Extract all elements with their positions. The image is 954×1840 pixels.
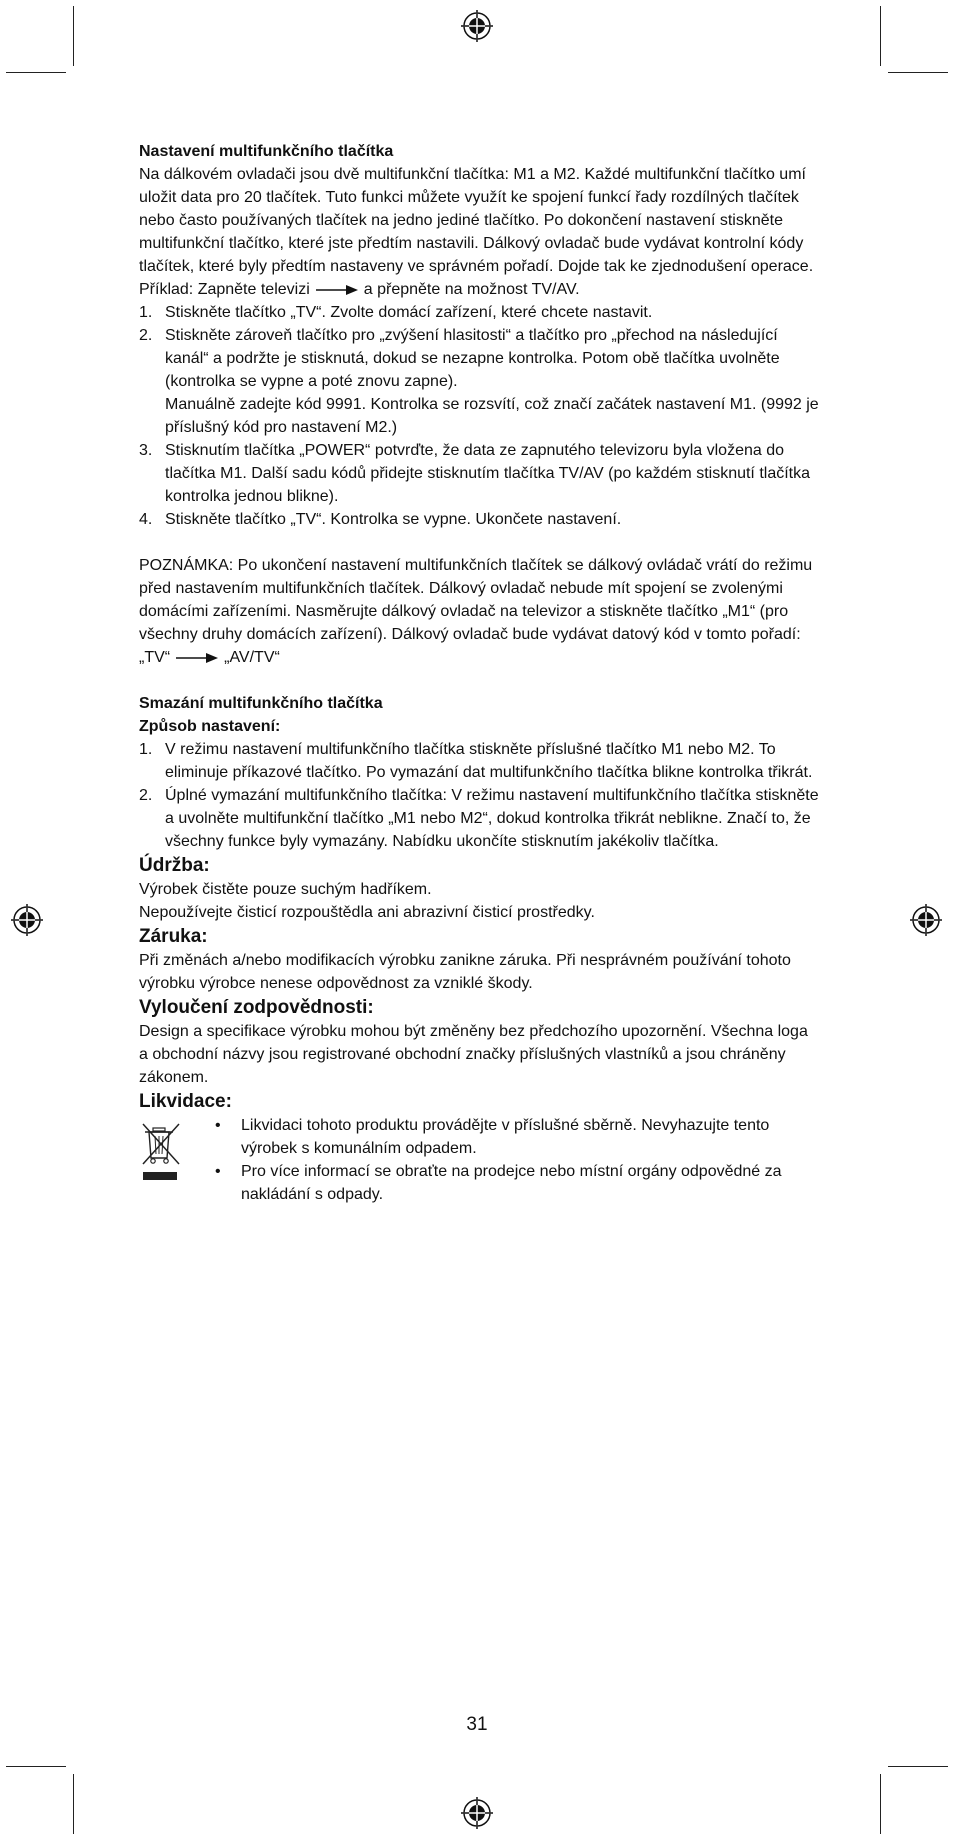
registration-mark-icon [461,1797,493,1829]
list-item-text: Likvidaci tohoto produktu provádějte v příslušné sběrně. Nevyhazujte tento výrobek s komunálním odpadem. [241,1117,770,1157]
sequence-from: „TV“ [139,649,171,666]
step-extra: Manuálně zadejte kód 9991. Kontrolka se rozsvítí, což značí začátek nastavení M1. (9992 je příslušný kód pro nastavení M2.) [165,396,819,436]
heading-disposal: Likvidace: [139,1091,232,1112]
step-number: 1. [139,304,153,321]
step-text: Úplné vymazání multifunkčního tlačítka: V režimu nastavení multifunkčního tlačítka stiskněte a uvolněte multifunkční tlačítko „M1 nebo M2“, dokud kontrolka třikrát neblikne. Značí to, že všechny funkce byly vymazány. Nabídku ukončíte stisknutím jakékoliv tlačítka. [165,787,819,850]
paragraph-line: Výrobek čistěte pouze suchým hadříkem. [139,881,432,898]
bullet: • [215,1163,221,1180]
list-item [139,738,819,784]
section-subtitle: Způsob nastavení: [139,718,281,735]
crop-mark [6,72,66,73]
step-text: Stisknutím tlačítka „POWER“ potvrďte, že data ze zapnutého televizoru byla vložena do tlačítka M1. Další sadu kódů přidejte stisknutím tlačítka TV/AV (po každém stisknutí tlačítka kontrolka jednou blikne). [165,442,811,505]
registration-mark-icon [461,10,493,42]
list-item [139,439,819,508]
crop-mark [880,6,881,66]
list-item [139,324,819,439]
page-number: 31 [466,1714,488,1735]
crop-mark [880,1774,881,1834]
example-text: Příklad: Zapněte televizi [139,281,310,298]
step-text: Stiskněte zároveň tlačítko pro „zvýšení hlasitosti“ a tlačítko pro „přechod na následující kanál“ a podržte je stisknutá, dokud se nezapne kontrolka. Potom obě tlačítka uvolněte (kontrolka se vypne a poté znovu zapne). [165,327,780,390]
note-paragraph: POZNÁMKA: Po ukončení nastavení multifunkčních tlačítek se dálkový ovládač vrátí do režimu před nastavením multifunkčních tlačítek. Dálkový ovladač nebude mít spojení se zvolenými domácími zařízeními. Nasměrujte dálkový ovladač na televizor a stiskněte tlačítko „M1“ (pro všechny druhy domácích zařízení). Dálkový ovladač bude vydávat datový kód v tomto pořadí: [139,557,813,643]
disposal-list [215,1114,819,1206]
paragraph: Na dálkovém ovladači jsou dvě multifunkční tlačítka: M1 a M2. Každé multifunkční tlačítko umí uložit data pro 20 tlačítek. Tuto funkci můžete využít ke spojení funkcí řady rozdílných tlačítek nebo často používaných tlačítek na jedno jediné tlačítko. Po dokončení nastavení stiskněte multifunkční tlačítko, které jste předtím nastavili. Dálkový ovladač bude vydávat kontrolní kódy tlačítek, které byly předtím nastaveny ve správném pořadí. Dojde tak ke zjednodušení operace. [139,166,814,275]
bullet: • [215,1117,221,1134]
step-number: 1. [139,741,153,758]
step-text: Stiskněte tlačítko „TV“. Kontrolka se vypne. Ukončete nastavení. [165,511,622,528]
list-item [139,784,819,853]
step-number: 2. [139,327,153,344]
crop-mark [73,6,74,66]
crop-mark [6,1766,66,1767]
crossed-bin-icon [139,1120,183,1182]
list-item [139,508,819,531]
step-number: 2. [139,787,153,804]
section-title: Smazání multifunkčního tlačítka [139,695,383,712]
heading-warranty: Záruka: [139,926,208,947]
sequence-to: „AV/TV“ [224,649,280,666]
step-text: Stiskněte tlačítko „TV“. Zvolte domácí zařízení, které chcete nastavit. [165,304,653,321]
page-content [139,140,819,1206]
disposal-block [139,1114,819,1206]
list-item-text: Pro více informací se obraťte na prodejce nebo místní orgány odpovědné za nakládání s odpady. [241,1163,782,1203]
example-line [139,278,819,301]
paragraph-line: Nepoužívejte čisticí rozpouštědla ani abrazivní čisticí prostředky. [139,904,595,921]
example-text: a přepněte na možnost TV/AV. [363,281,580,298]
heading-maintenance: Údržba: [139,855,210,876]
arrow-right-icon [316,285,358,295]
crop-mark [888,1766,948,1767]
heading-disclaimer: Vyloučení zodpovědnosti: [139,997,374,1018]
paragraph: Design a specifikace výrobku mohou být změněny bez předchozího upozornění. Všechna loga a obchodní názvy jsou registrované obchodní značky příslušných vlastníků a jsou chráněny zákonem. [139,1023,808,1086]
list-item [215,1114,819,1160]
crop-mark [888,72,948,73]
arrow-right-icon [176,653,218,663]
list-item [139,301,819,324]
step-text: V režimu nastavení multifunkčního tlačítka stiskněte příslušné tlačítko M1 nebo M2. To eliminuje příkazové tlačítko. Po vymazání dat multifunkčního tlačítka blikne kontrolka třikrát. [165,741,813,781]
step-number: 4. [139,511,153,528]
crop-mark [73,1774,74,1834]
registration-mark-icon [11,904,43,936]
list-item [215,1160,819,1206]
steps-list [139,738,819,853]
section-title: Nastavení multifunkčního tlačítka [139,143,394,160]
paragraph: Při změnách a/nebo modifikacích výrobku zanikne záruka. Při nesprávném používání tohoto výrobku výrobce nenese odpovědnost za vzniklé škody. [139,952,791,992]
steps-list [139,301,819,531]
registration-mark-icon [910,904,942,936]
sequence-line [139,646,819,669]
step-number: 3. [139,442,153,459]
